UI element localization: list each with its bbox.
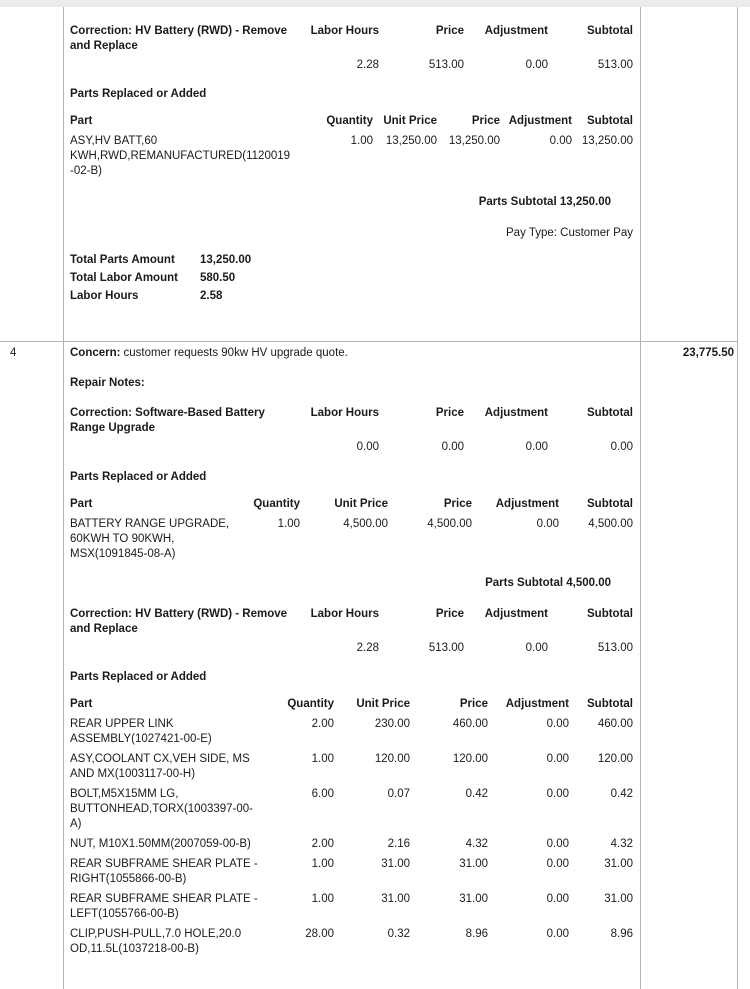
concern-text: customer requests 90kw HV upgrade quote.: [123, 347, 348, 359]
correction-title: Correction: HV Battery (RWD) - Remove and Replace: [70, 25, 288, 52]
spacer-cell: [70, 58, 305, 73]
part-price: 0.42: [465, 788, 488, 800]
subtotal-header: Subtotal: [587, 407, 633, 419]
correction-header-row: [70, 607, 633, 637]
correction-values-row: [70, 440, 633, 455]
parts-replaced-label: Parts Replaced or Added: [70, 88, 207, 100]
price-header: Price: [435, 407, 464, 419]
part-adjustment: 0.00: [549, 135, 572, 147]
parts-row: [70, 717, 633, 747]
subtotal-header: Subtotal: [587, 498, 633, 510]
total-parts-value: 13,250.00: [200, 254, 252, 266]
part-adjustment: 0.00: [546, 858, 569, 870]
part-name: ASY,COOLANT CX,VEH SIDE, MS AND MX(1003117-00-H): [70, 753, 250, 780]
part-quantity: 2.00: [311, 838, 334, 850]
table-right-border: [737, 7, 738, 989]
parts-table: [70, 114, 633, 179]
part-quantity: 1.00: [311, 858, 334, 870]
part-unit-price: 120.00: [374, 753, 410, 765]
subtotal-header: Subtotal: [587, 115, 633, 127]
labor-hours-header: Labor Hours: [310, 407, 379, 419]
amount-column-divider: [640, 7, 641, 989]
part-adjustment: 0.00: [546, 838, 569, 850]
subtotal-header: Subtotal: [587, 698, 633, 710]
part-adjustment: 0.00: [546, 893, 569, 905]
adjustment-header: Adjustment: [505, 698, 569, 710]
correction-values-row: [70, 641, 633, 656]
correction-block-software-upgrade: [70, 406, 633, 455]
total-parts-label: Total Parts Amount: [70, 254, 175, 266]
adjustment-header: Adjustment: [484, 407, 548, 419]
correction-values-row: [70, 58, 633, 73]
part-quantity: 6.00: [311, 788, 334, 800]
part-adjustment: 0.00: [546, 928, 569, 940]
subtotal-value: 513.00: [597, 59, 633, 71]
spacer-cell: [70, 641, 305, 656]
part-subtotal: 4.32: [610, 838, 633, 850]
part-price: 120.00: [452, 753, 488, 765]
part-subtotal: 31.00: [604, 858, 633, 870]
correction-title: Correction: HV Battery (RWD) - Remove and Replace: [70, 608, 288, 635]
service-row-4-detail: [70, 346, 633, 957]
adjustment-value: 0.00: [525, 642, 548, 654]
part-header: Part: [70, 698, 93, 710]
subtotal-header: Subtotal: [587, 608, 633, 620]
labor-hours-header: Labor Hours: [310, 608, 379, 620]
part-name: ASY,HV BATT,60 KWH,RWD,REMANUFACTURED(1120019-02-B): [70, 135, 291, 177]
unit-price-header: Unit Price: [356, 698, 410, 710]
part-name: CLIP,PUSH-PULL,7.0 HOLE,20.0 OD,11.5L(1037218-00-B): [70, 928, 242, 955]
part-unit-price: 230.00: [374, 718, 410, 730]
parts-row: [70, 517, 633, 562]
correction-block-hv-battery: [70, 607, 633, 656]
part-price: 13,250.00: [448, 135, 500, 147]
parts-table-header: [70, 114, 633, 129]
part-header: Part: [70, 115, 93, 127]
price-value: 513.00: [428, 59, 464, 71]
part-subtotal: 31.00: [604, 893, 633, 905]
parts-table: [70, 497, 633, 562]
part-name: REAR SUBFRAME SHEAR PLATE - LEFT(1055766-00-B): [70, 893, 258, 920]
part-unit-price: 0.32: [387, 928, 410, 940]
part-price: 4,500.00: [427, 518, 472, 530]
unit-price-header: Unit Price: [334, 498, 388, 510]
part-unit-price: 2.16: [387, 838, 410, 850]
quantity-header: Quantity: [326, 115, 373, 127]
price-value: 513.00: [428, 642, 464, 654]
total-labor-value: 580.50: [200, 272, 236, 284]
part-subtotal: 8.96: [610, 928, 633, 940]
adjustment-value: 0.00: [525, 441, 548, 453]
pay-type: Pay Type: Customer Pay: [506, 227, 633, 239]
part-quantity: 2.00: [311, 718, 334, 730]
total-labor-row: [70, 269, 633, 287]
part-price: 31.00: [459, 893, 488, 905]
labor-hours-value: 0.00: [356, 441, 379, 453]
part-unit-price: 31.00: [381, 858, 410, 870]
part-header: Part: [70, 498, 93, 510]
adjustment-header: Adjustment: [508, 115, 572, 127]
part-quantity: 1.00: [350, 135, 373, 147]
parts-subtotal: Parts Subtotal 13,250.00: [478, 196, 611, 208]
price-value: 0.00: [441, 441, 464, 453]
quantity-header: Quantity: [253, 498, 300, 510]
part-subtotal: 120.00: [597, 753, 633, 765]
part-adjustment: 0.00: [546, 718, 569, 730]
total-labor-label: Total Labor Amount: [70, 272, 178, 284]
part-adjustment: 0.00: [536, 518, 559, 530]
labor-hours-label: Labor Hours: [70, 290, 139, 302]
part-quantity: 1.00: [311, 753, 334, 765]
subtotal-value: 0.00: [610, 441, 633, 453]
part-price: 4.32: [465, 838, 488, 850]
labor-hours-value: 2.28: [356, 59, 379, 71]
total-parts-row: [70, 251, 633, 269]
row-number-column-divider: [63, 7, 64, 989]
parts-table: [70, 697, 633, 957]
adjustment-header: Adjustment: [484, 608, 548, 620]
part-name: BOLT,M5X15MM LG, BUTTONHEAD,TORX(1003397-00-A): [70, 788, 254, 830]
part-price: 460.00: [452, 718, 488, 730]
parts-replaced-label: Parts Replaced or Added: [70, 471, 207, 483]
part-unit-price: 31.00: [381, 893, 410, 905]
row-number: 4: [10, 347, 17, 359]
quantity-header: Quantity: [287, 698, 334, 710]
part-adjustment: 0.00: [546, 753, 569, 765]
page-top-border: [0, 0, 750, 7]
parts-subtotal: Parts Subtotal 4,500.00: [485, 577, 611, 589]
parts-row: [70, 134, 633, 179]
concern-label: Concern:: [70, 347, 121, 359]
labor-hours-header: Labor Hours: [310, 25, 379, 37]
part-subtotal: 460.00: [597, 718, 633, 730]
parts-table-header: [70, 697, 633, 712]
part-name: BATTERY RANGE UPGRADE, 60KWH TO 90KWH, MSX(1091845-08-A): [70, 518, 230, 560]
parts-table-header: [70, 497, 633, 512]
subtotal-header: Subtotal: [587, 25, 633, 37]
price-header: Price: [471, 115, 500, 127]
labor-hours-row: [70, 287, 633, 305]
part-name: NUT, M10X1.50MM(2007059-00-B): [70, 838, 251, 850]
correction-header-row: [70, 406, 633, 436]
part-unit-price: 0.07: [387, 788, 410, 800]
correction-title: Correction: Software-Based Battery Range Upgrade: [70, 407, 265, 434]
part-subtotal: 0.42: [610, 788, 633, 800]
part-price: 8.96: [465, 928, 488, 940]
parts-replaced-label: Parts Replaced or Added: [70, 671, 207, 683]
concern-line: [70, 346, 633, 361]
service-row-3-detail: [70, 24, 633, 305]
parts-row: [70, 787, 633, 832]
price-header: Price: [459, 698, 488, 710]
part-quantity: 1.00: [311, 893, 334, 905]
adjustment-header: Adjustment: [495, 498, 559, 510]
totals-block: [70, 251, 633, 305]
part-subtotal: 13,250.00: [581, 135, 633, 147]
adjustment-header: Adjustment: [484, 25, 548, 37]
parts-row: [70, 892, 633, 922]
part-quantity: 28.00: [305, 928, 334, 940]
repair-notes-label: Repair Notes:: [70, 377, 145, 389]
unit-price-header: Unit Price: [383, 115, 437, 127]
part-subtotal: 4,500.00: [588, 518, 633, 530]
part-unit-price: 4,500.00: [343, 518, 388, 530]
part-unit-price: 13,250.00: [385, 135, 437, 147]
parts-row: [70, 837, 633, 852]
price-header: Price: [435, 608, 464, 620]
part-price: 31.00: [459, 858, 488, 870]
part-name: REAR SUBFRAME SHEAR PLATE - RIGHT(1055866-00-B): [70, 858, 258, 885]
part-name: REAR UPPER LINK ASSEMBLY(1027421-00-E): [70, 718, 212, 745]
spacer-cell: [70, 440, 305, 455]
correction-block-hv-battery: [70, 24, 633, 73]
row-divider: [0, 341, 738, 342]
parts-row: [70, 752, 633, 782]
correction-header-row: [70, 24, 633, 54]
part-adjustment: 0.00: [546, 788, 569, 800]
part-quantity: 1.00: [277, 518, 300, 530]
labor-hours-value: 2.58: [200, 290, 223, 302]
price-header: Price: [443, 498, 472, 510]
parts-row: [70, 927, 633, 957]
subtotal-value: 513.00: [597, 642, 633, 654]
adjustment-value: 0.00: [525, 59, 548, 71]
price-header: Price: [435, 25, 464, 37]
parts-row: [70, 857, 633, 887]
row-total-amount: 23,775.50: [682, 347, 734, 359]
labor-hours-value: 2.28: [356, 642, 379, 654]
